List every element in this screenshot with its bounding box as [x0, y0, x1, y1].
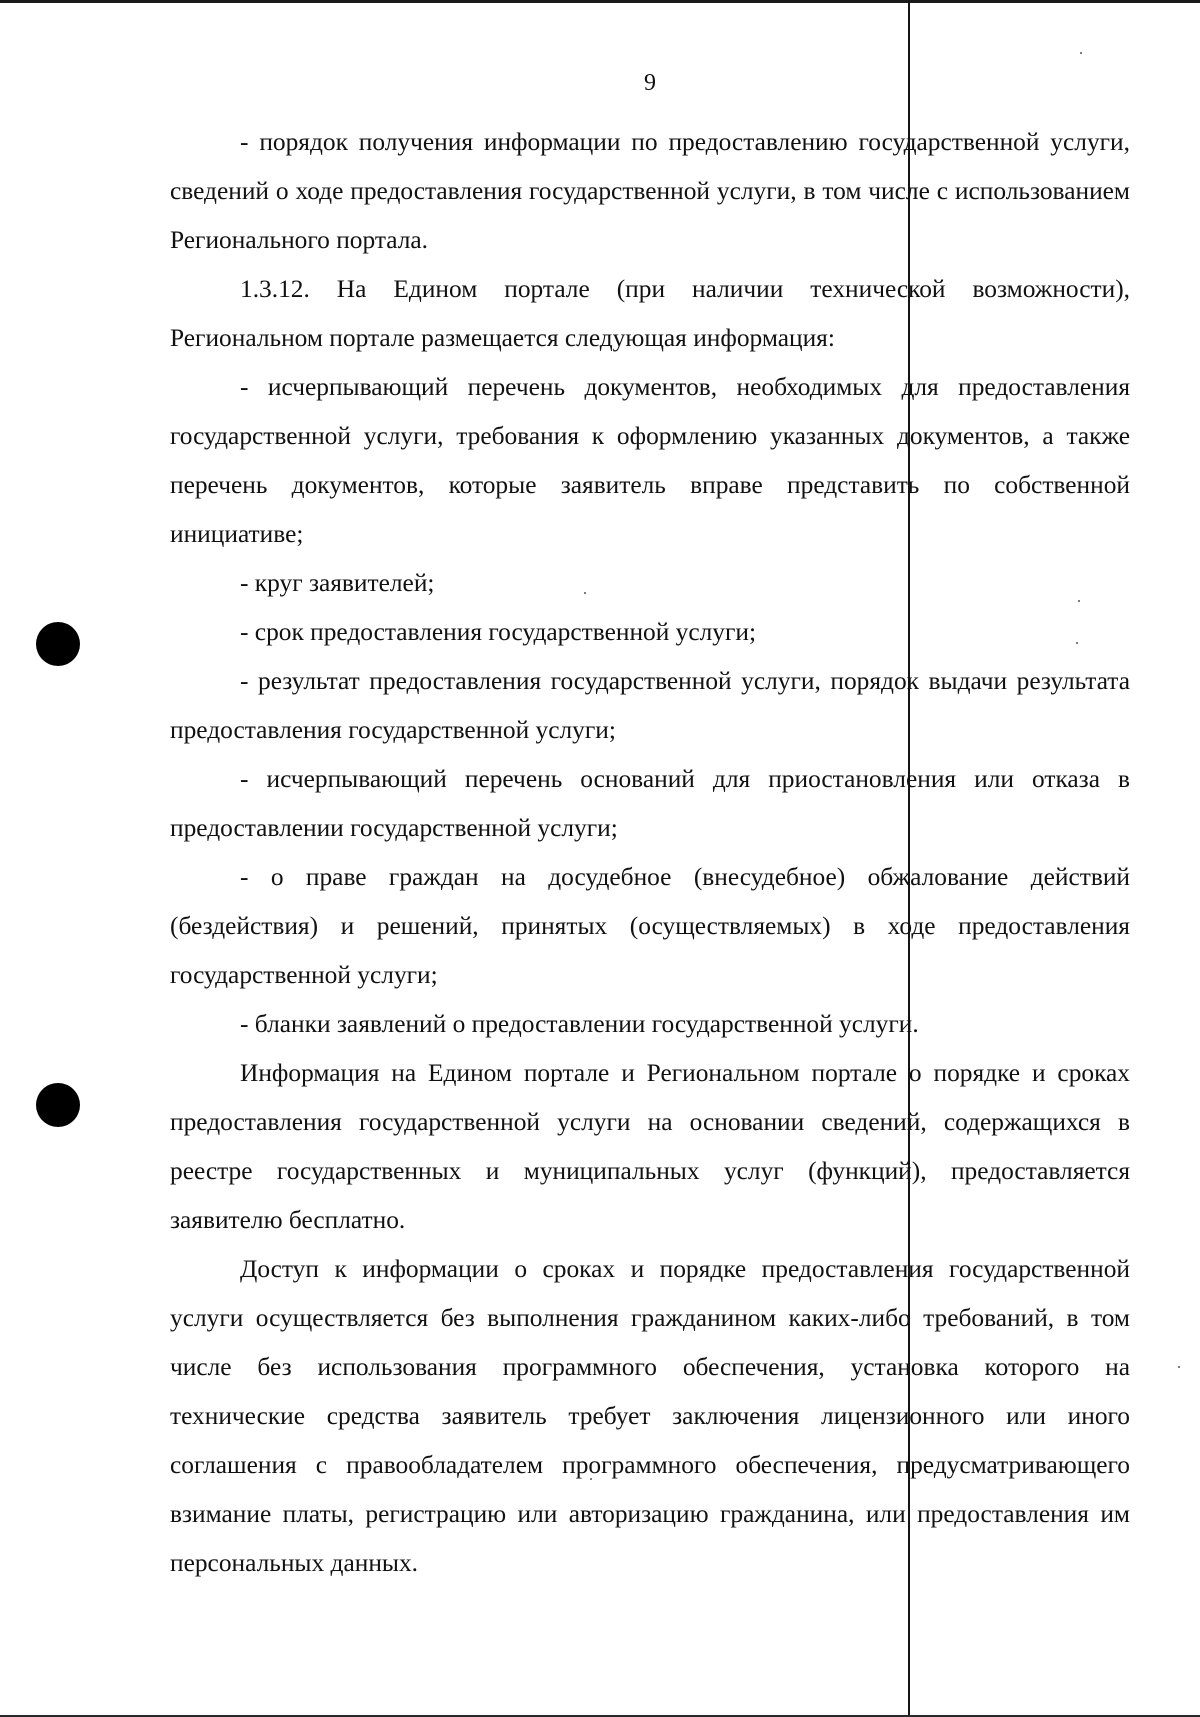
punch-hole-bottom: [36, 1083, 80, 1127]
scan-speck: [1080, 52, 1082, 54]
scan-speck: [1178, 1366, 1180, 1368]
paragraph-access: Доступ к информации о сроках и порядке предоставления государственной услуги осуществляется без выполнения гражданином каких-либо требований, в том числе без использования программного обеспечения, установка которого на технические средства заявитель требует заключения лицензионного или иного соглашения с правообладателем программного обеспечения, предусматривающего взимание платы, регистрацию или авторизацию гражданина, или предоставления им персональных данных.: [170, 1255, 1130, 1577]
paragraph-info-procedure: - порядок получения информации по предоставлению государственной услуги, сведений о ходе предоставления государственной услуги, в том числе с использованием Регионального портала.: [170, 128, 1130, 254]
list-item-applicants: - круг заявителей;: [240, 569, 435, 597]
list-item-documents: - исчерпывающий перечень документов, необходимых для предоставления государственной услуги, требования к оформлению указанных документов, а также перечень документов, которые заявитель вправе представить по собственной инициативе;: [170, 373, 1130, 548]
list-item-result: - результат предоставления государственной услуги, порядок выдачи результата предоставления государственной услуги;: [170, 667, 1130, 744]
list-item-appeal-right: - о праве граждан на досудебное (внесудебное) обжалование действий (бездействия) и решений, принятых (осуществляемых) в ходе предоставления государственной услуги;: [170, 863, 1130, 989]
list-item-forms: - бланки заявлений о предоставлении государственной услуги.: [240, 1010, 919, 1038]
punch-hole-top: [36, 622, 80, 666]
page-number: 9: [644, 70, 656, 96]
list-item-term: - срок предоставления государственной услуги;: [240, 618, 757, 646]
scan-edge-top: [0, 0, 1200, 3]
list-item-grounds: - исчерпывающий перечень оснований для приостановления или отказа в предоставлении государственной услуги;: [170, 765, 1130, 842]
document-body: [170, 118, 1130, 1588]
paragraph-1-3-12: 1.3.12. На Едином портале (при наличии технической возможности), Региональном портале размещается следующая информация:: [170, 275, 1130, 352]
paragraph-free-info: Информация на Едином портале и Региональном портале о порядке и сроках предоставления государственной услуги на основании сведений, содержащихся в реестре государственных и муниципальных услуг (функций), предоставляется заявителю бесплатно.: [170, 1059, 1130, 1234]
